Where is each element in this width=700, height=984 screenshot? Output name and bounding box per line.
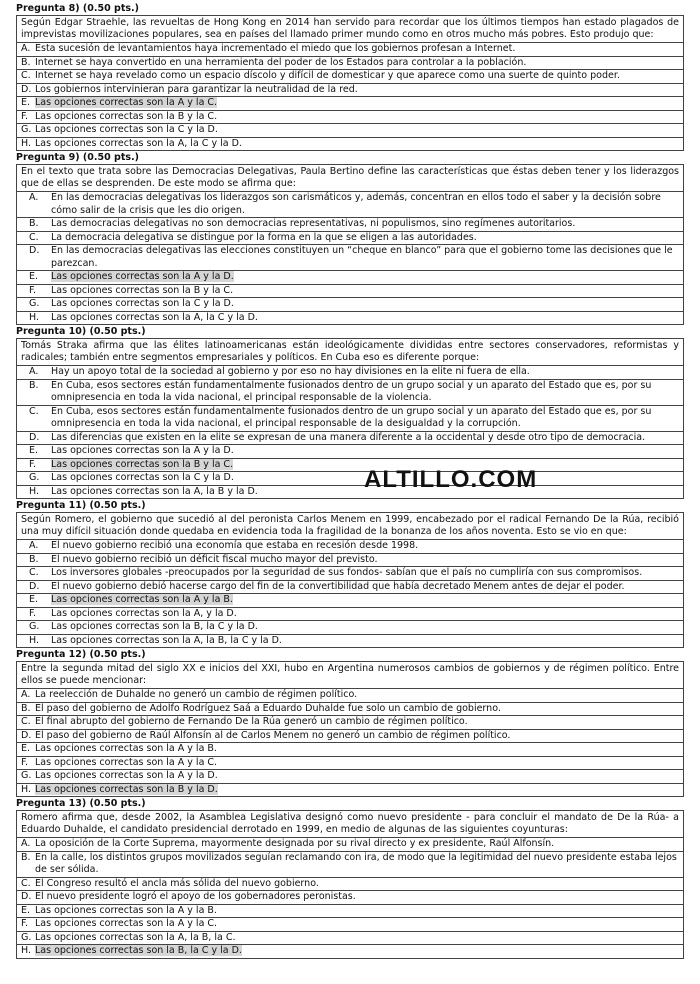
option-letter: E. <box>29 445 39 456</box>
option-letter: B. <box>29 553 39 565</box>
option-text: En las democracias delegativas los liderazgos son carismáticos y, además, concentran en ellos todo el saber y la decisión sobre cómo salir de la crisis que les dio origen. <box>51 192 661 216</box>
answer-option[interactable] <box>17 756 683 770</box>
option-text: Las opciones correctas son la C y la D. <box>51 298 234 309</box>
option-letter: B. <box>29 218 39 229</box>
answer-option[interactable] <box>17 944 683 958</box>
answer-option[interactable] <box>17 217 683 231</box>
option-text: La reelección de Duhalde no generó un cambio de régimen político. <box>35 689 358 700</box>
option-text: En Cuba, esos sectores están fundamentalmente fusionados dentro de un grupo social y un aparato del Estado que es, por su omnipresencia en toda la vida nacional, el principal responsable de la violencia. <box>51 379 652 403</box>
option-letter: F. <box>29 284 36 296</box>
option-letter: E. <box>21 904 31 916</box>
option-letter: A. <box>21 689 31 700</box>
option-letter: A. <box>21 43 31 54</box>
option-letter: F. <box>29 458 36 470</box>
option-text: Las opciones correctas son la A y la B. <box>35 904 217 916</box>
option-letter: B. <box>21 702 31 714</box>
option-text: Las opciones correctas son la A y la D. <box>51 271 234 282</box>
question-box <box>16 338 684 499</box>
option-letter: E. <box>29 271 39 282</box>
answer-option[interactable] <box>17 688 683 702</box>
answer-option[interactable] <box>17 620 683 634</box>
answer-option[interactable] <box>17 904 683 918</box>
option-letter: H. <box>29 634 39 646</box>
option-text: La oposición de la Corte Suprema, mayormente designada por su rival directo y ex presidente, Raúl Alfonsín. <box>35 838 555 849</box>
option-text: Las diferencias que existen en la elite se expresan de una manera diferente a la occidental y desde otro tipo de democracia. <box>51 431 646 443</box>
option-letter: A. <box>29 366 39 377</box>
option-letter: F. <box>21 756 28 768</box>
question-box <box>16 512 684 648</box>
option-text: Las democracias delegativas no son democracias representativas, ni populismos, sino regímenes autoritarios. <box>51 218 576 229</box>
answer-option[interactable] <box>17 431 683 445</box>
answer-option[interactable] <box>17 877 683 891</box>
answer-option[interactable] <box>17 702 683 716</box>
question-header: Pregunta 8) (0.50 pts.) <box>16 3 139 14</box>
option-text: Internet se haya convertido en una herramienta del poder de los Estados para controlar a la población. <box>35 56 527 68</box>
option-letter: C. <box>29 405 39 417</box>
question-stem: Entre la segunda mitad del siglo XX e inicios del XXI, hubo en Argentina numerosos cambios de gobiernos y de régimen político. Entre ellos se puede mencionar: <box>21 663 679 686</box>
question-header: Pregunta 11) (0.50 pts.) <box>16 500 146 511</box>
option-text: Las opciones correctas son la A y la D. <box>51 445 234 456</box>
answer-option[interactable] <box>17 851 683 877</box>
answer-option[interactable] <box>17 837 683 851</box>
option-letter: B. <box>21 56 31 68</box>
option-text: En la calle, los distintos grupos movilizados seguían reclamando con ira, de modo que la legitimidad del nuevo presidente estaba lejos de ser sólida. <box>35 851 677 875</box>
answer-option[interactable] <box>17 931 683 945</box>
option-letter: F. <box>21 110 28 122</box>
option-text: Los gobiernos intervinieran para garantizar la neutralidad de la red. <box>35 83 358 95</box>
option-letter: H. <box>21 783 31 795</box>
answer-option[interactable] <box>17 890 683 904</box>
option-letter: G. <box>21 124 32 135</box>
answer-option[interactable] <box>17 458 683 472</box>
question-stem: Romero afirma que, desde 2002, la Asamblea Legislativa designó como nuevo presidente - para concluir el mandato de De la Rúa- a Eduardo Duhalde, el candidato presidencial derrotado en 1999, en medio de algunas de las siguientes coyunturas: <box>21 812 679 835</box>
answer-option[interactable] <box>17 783 683 797</box>
option-text: Hay un apoyo total de la sociedad al gobierno y por eso no hay divisiones en la elite ni fuera de ella. <box>51 366 530 377</box>
answer-option[interactable] <box>17 42 683 56</box>
option-text: Las opciones correctas son la B, la C y la D. <box>35 945 242 956</box>
option-letter: H. <box>29 311 39 323</box>
answer-option[interactable] <box>17 123 683 137</box>
option-letter: E. <box>21 743 31 754</box>
option-text: Esta sucesión de levantamientos haya incrementado el miedo que los gobiernos profesan a Internet. <box>35 43 516 54</box>
option-text: Las opciones correctas son la A y la B. <box>51 594 233 605</box>
question-header: Pregunta 13) (0.50 pts.) <box>16 798 146 809</box>
option-letter: B. <box>29 379 39 391</box>
option-letter: F. <box>29 607 36 619</box>
option-text: Las opciones correctas son la B, la C y la D. <box>51 621 258 632</box>
answer-option[interactable] <box>17 607 683 621</box>
option-text: En Cuba, esos sectores están fundamentalmente fusionados dentro de un grupo social y un aparato del Estado que es, por su omnipresencia en toda la vida nacional, el principal responsable de la desigualdad y la corrupción. <box>51 405 652 429</box>
question-stem: Tomás Straka afirma que las élites latinoamericanas están ideológicamente divididas entre sectores conservadores, reformistas y radicales; también entre segmentos empresariales y políticos. En Cuba eso es diferente porque: <box>21 340 679 363</box>
option-letter: D. <box>29 431 40 443</box>
option-letter: H. <box>21 945 31 956</box>
question-stem: Según Romero, el gobierno que sucedió al del peronista Carlos Menem en 1999, encabezado por el radical Fernando De la Rúa, recibió una muy difícil situación donde quedaba en evidencia toda la fragilidad de la bonanza de los años noventa. Esto se vio en que: <box>21 514 679 537</box>
answer-option[interactable] <box>17 553 683 567</box>
question-header: Pregunta 9) (0.50 pts.) <box>16 152 139 163</box>
option-text: Las opciones correctas son la A y la B. <box>35 743 217 754</box>
answer-option[interactable] <box>17 742 683 756</box>
option-letter: C. <box>29 567 39 578</box>
option-letter: H. <box>29 485 39 497</box>
answer-option[interactable] <box>17 580 683 594</box>
option-letter: F. <box>21 918 28 929</box>
answer-option[interactable] <box>17 444 683 458</box>
question-box <box>16 810 684 959</box>
option-text: La democracia delegativa se distingue por la forma en la que se eligen a las autoridades. <box>51 231 477 243</box>
option-text: El Congreso resultó el ancla más sólida del nuevo gobierno. <box>35 877 319 889</box>
option-text: El paso del gobierno de Raúl Alfonsín al de Carlos Menem no generó un cambio de régimen político. <box>35 729 511 741</box>
answer-option[interactable] <box>17 917 683 931</box>
answer-option[interactable] <box>17 471 683 485</box>
question-header: Pregunta 10) (0.50 pts.) <box>16 326 146 337</box>
option-letter: E. <box>21 97 31 108</box>
option-text: El nuevo presidente logró el apoyo de los gobernadores peronistas. <box>35 891 356 902</box>
option-text: Las opciones correctas son la C y la D. <box>51 472 234 483</box>
option-text: Las opciones correctas son la C y la D. <box>35 124 218 135</box>
option-letter: G. <box>29 472 40 483</box>
answer-option[interactable] <box>17 231 683 245</box>
option-text: El nuevo gobierno recibió una economía que estaba en recesión desde 1998. <box>51 540 419 551</box>
answer-option[interactable] <box>17 566 683 580</box>
question-box <box>16 15 684 151</box>
option-letter: B. <box>21 851 31 863</box>
exam-page <box>16 2 684 959</box>
option-letter: C. <box>21 716 31 727</box>
option-letter: D. <box>21 83 32 95</box>
answer-option[interactable] <box>17 485 683 499</box>
answer-option[interactable] <box>17 69 683 83</box>
option-text: Las opciones correctas son la A y la C. <box>35 756 218 768</box>
option-letter: D. <box>29 580 40 592</box>
answer-option[interactable] <box>17 405 683 431</box>
option-text: Los inversores globales -preocupados por la seguridad de sus fondos- sabían que el país no cumpliría con sus compromisos. <box>51 567 643 578</box>
answer-option[interactable] <box>17 729 683 743</box>
option-text: Internet se haya revelado como un espacio díscolo y difícil de domesticar y que aparece como una suerte de quinto poder. <box>35 70 620 81</box>
option-text: Las opciones correctas son la A, la B, la C y la D. <box>51 634 282 646</box>
option-text: Las opciones correctas son la A, la B y la D. <box>51 485 258 497</box>
answer-option[interactable] <box>17 297 683 311</box>
option-text: Las opciones correctas son la A y la C. <box>35 97 218 108</box>
option-text: Las opciones correctas son la A, la B, la C. <box>35 931 236 943</box>
question-box <box>16 164 684 325</box>
answer-option[interactable] <box>17 284 683 298</box>
question-box <box>16 661 684 797</box>
answer-option[interactable] <box>17 311 683 325</box>
answer-option[interactable] <box>17 634 683 648</box>
option-text: El nuevo gobierno recibió un déficit fiscal mucho mayor del previsto. <box>51 553 378 565</box>
option-letter: A. <box>21 838 31 849</box>
option-text: Las opciones correctas son la B y la C. <box>51 284 234 296</box>
answer-option[interactable] <box>17 715 683 729</box>
option-letter: A. <box>29 192 39 203</box>
answer-option[interactable] <box>17 83 683 97</box>
answer-option[interactable] <box>17 56 683 70</box>
option-letter: C. <box>29 231 39 243</box>
option-letter: C. <box>21 877 31 889</box>
option-letter: G. <box>21 770 32 781</box>
option-letter: C. <box>21 70 31 81</box>
answer-option[interactable] <box>17 539 683 553</box>
answer-option[interactable] <box>17 96 683 110</box>
answer-option[interactable] <box>17 270 683 284</box>
option-letter: A. <box>29 540 39 551</box>
option-text: El paso del gobierno de Adolfo Rodríguez Saá a Eduardo Duhalde fue solo un cambio de gobierno. <box>35 702 501 714</box>
option-text: Las opciones correctas son la A y la D. <box>35 770 218 781</box>
answer-option[interactable] <box>17 379 683 405</box>
answer-option[interactable] <box>17 191 683 217</box>
option-text: Las opciones correctas son la A y la C. <box>35 918 218 929</box>
option-text: Las opciones correctas son la B y la C. <box>35 110 218 122</box>
answer-option[interactable] <box>17 593 683 607</box>
answer-option[interactable] <box>17 244 683 270</box>
option-letter: D. <box>21 729 32 741</box>
answer-option[interactable] <box>17 137 683 151</box>
question-stem: En el texto que trata sobre las Democracias Delegativas, Paula Bertino define las características que éstas deben tener y los liderazgos que de ellas se desprenden. De este modo se afirma que: <box>21 166 679 189</box>
option-text: Las opciones correctas son la A, y la D. <box>51 607 237 619</box>
question-stem: Según Edgar Straehle, las revueltas de Hong Kong en 2014 han servido para recordar que los últimos tiempos han estado plagados de imprevistas movilizaciones populares, sea en países del llamado primer mundo como en otros mucho más pobres. Esto produjo que: <box>21 17 679 40</box>
answer-option[interactable] <box>17 769 683 783</box>
option-text: Las opciones correctas son la B y la C. <box>51 458 234 470</box>
answer-option[interactable] <box>17 110 683 124</box>
option-text: Las opciones correctas son la B y la D. <box>35 783 218 795</box>
question-header: Pregunta 12) (0.50 pts.) <box>16 649 146 660</box>
watermark: ALTILLO.COM <box>364 466 538 493</box>
option-letter: D. <box>29 245 40 256</box>
option-text: El nuevo gobierno debió hacerse cargo del fin de la convertibilidad que había decretado Menem antes de dejar el poder. <box>51 580 625 592</box>
option-letter: H. <box>21 137 31 149</box>
option-text: En las democracias delegativas las elecciones constituyen un “cheque en blanco” para que el gobierno tome las decisiones que le parezcan. <box>51 245 673 269</box>
option-letter: G. <box>29 621 40 632</box>
option-text: Las opciones correctas son la A, la C y la D. <box>35 137 242 149</box>
option-letter: G. <box>21 931 32 943</box>
option-text: El final abrupto del gobierno de Fernando De la Rúa generó un cambio de régimen político. <box>35 716 468 727</box>
answer-option[interactable] <box>17 365 683 379</box>
option-letter: D. <box>21 891 32 902</box>
option-text: Las opciones correctas son la A, la C y la D. <box>51 311 258 323</box>
option-letter: E. <box>29 594 39 605</box>
option-letter: G. <box>29 298 40 309</box>
